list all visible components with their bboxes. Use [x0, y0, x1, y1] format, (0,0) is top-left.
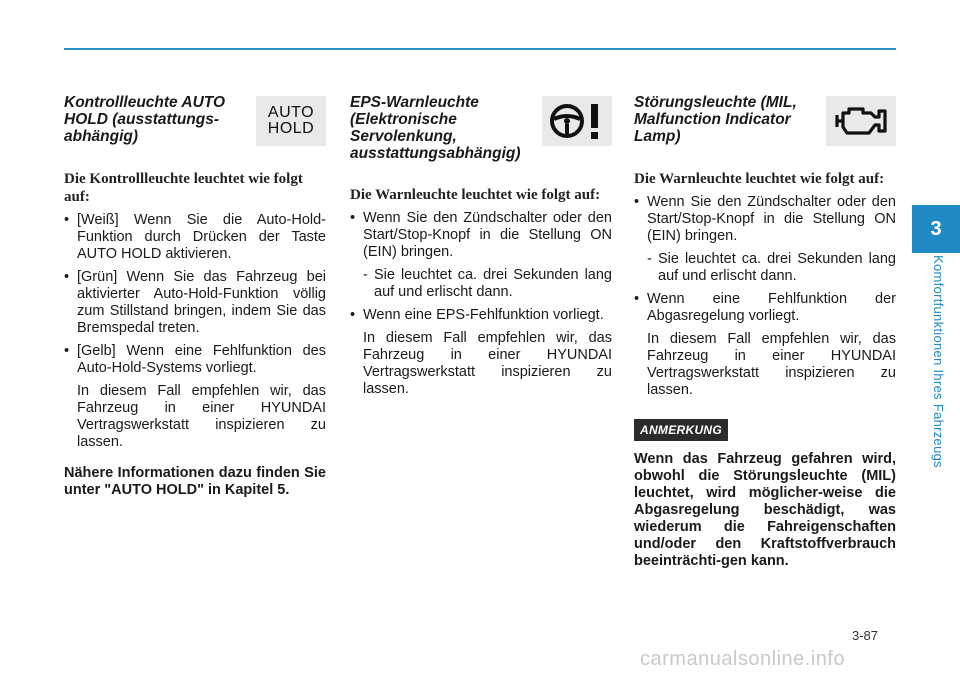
mil-list-2 [634, 291, 896, 325]
auto-hold-section [64, 94, 326, 499]
mil-note: In diesem Fall empfehlen wir, das Fahrzeug in einer HYUNDAI Vertragswerkstatt inspizieren zu lassen. [647, 331, 896, 398]
eps-header [350, 94, 612, 172]
mil-sub-text: Sie leuchtet ca. drei Sekunden lang auf und erlischt dann. [658, 251, 896, 284]
mil-icon [826, 96, 896, 146]
engine-icon [835, 105, 887, 137]
page-number: 3-87 [852, 628, 879, 643]
eps-list-2 [350, 307, 612, 324]
mil-note-text: Wenn das Fahrzeug gefahren wird, obwohl die Störungsleuchte (MIL) leuchtet, wird möglicher-weise die Abgasregelung beschädigt, was wiederum die Fahreigenschaften und/oder den Kraftstoffverbrauch beeinträchti-gen kann. [634, 451, 896, 569]
eps-note: In diesem Fall empfehlen wir, das Fahrzeug in einer HYUNDAI Vertragswerkstatt inspizieren zu lassen. [363, 330, 612, 397]
auto-hold-icon-bottom: HOLD [267, 120, 315, 137]
mil-list [634, 194, 896, 245]
mil-header [634, 94, 896, 156]
list-item: • Wenn eine EPS-Fehlfunktion vorliegt. [350, 307, 612, 324]
chapter-label: Komfortfunktionen Ihres Fahrzeugs [931, 255, 946, 468]
auto-hold-header [64, 94, 326, 156]
header-rule [64, 48, 896, 50]
eps-title: EPS-Warnleuchte (Elektronische Servolenkung, ausstattungsabhängig) [350, 94, 521, 162]
eps-lead: Die Warnleuchte leuchtet wie folgt auf: [350, 187, 601, 203]
eps-list [350, 210, 612, 261]
mil-sub-item: - Sie leuchtet ca. drei Sekunden lang auf und erlischt dann. [647, 251, 896, 284]
list-item: • Wenn Sie den Zündschalter oder den Start/Stop-Knopf in die Stellung ON (EIN) bringen. [634, 194, 896, 245]
eps-section [350, 94, 612, 404]
mil-title: Störungsleuchte (MIL, Malfunction Indicator Lamp) [634, 94, 797, 145]
auto-hold-title: Kontrollleuchte AUTO HOLD (ausstattungs-abhängig) [64, 94, 226, 145]
auto-hold-note: In diesem Fall empfehlen wir, das Fahrzeug in einer HYUNDAI Vertragswerkstatt inspizieren zu lassen. [77, 383, 326, 450]
auto-hold-icon [256, 96, 326, 146]
note-badge: ANMERKUNG [634, 419, 728, 441]
list-item: • Wenn eine Fehlfunktion der Abgasregelung vorliegt. [634, 291, 896, 325]
list-item: • [Gelb] Wenn eine Fehlfunktion des Auto-Hold-Systems vorliegt. [64, 343, 326, 377]
list-item: • Wenn Sie den Zündschalter oder den Start/Stop-Knopf in die Stellung ON (EIN) bringen. [350, 210, 612, 261]
mil-section [634, 94, 896, 570]
eps-sub-text: Sie leuchtet ca. drei Sekunden lang auf und erlischt dann. [374, 267, 612, 300]
auto-hold-list [64, 212, 326, 377]
mil-lead: Die Warnleuchte leuchtet wie folgt auf: [634, 171, 885, 187]
list-item: • [Grün] Wenn Sie das Fahrzeug bei aktivierter Auto-Hold-Funktion völlig zum Stillstand bringen, indem Sie das Bremspedal treten. [64, 269, 326, 337]
chapter-tab: 3 [912, 205, 960, 253]
auto-hold-lead: Die Kontrollleuchte leuchtet wie folgt auf: [64, 171, 303, 205]
auto-hold-icon-top: AUTO [267, 104, 315, 121]
list-item: • [Weiß] Wenn Sie die Auto-Hold-Funktion durch Drücken der Taste AUTO HOLD aktivieren. [64, 212, 326, 263]
eps-sub-item: - Sie leuchtet ca. drei Sekunden lang auf und erlischt dann. [363, 267, 612, 300]
eps-warning-icon [542, 96, 612, 146]
steering-wheel-warning-icon [547, 99, 607, 143]
watermark: carmanualsonline.info [640, 648, 846, 670]
auto-hold-more-info: Nähere Informationen dazu finden Sie unter "AUTO HOLD" in Kapitel 5. [64, 465, 326, 498]
